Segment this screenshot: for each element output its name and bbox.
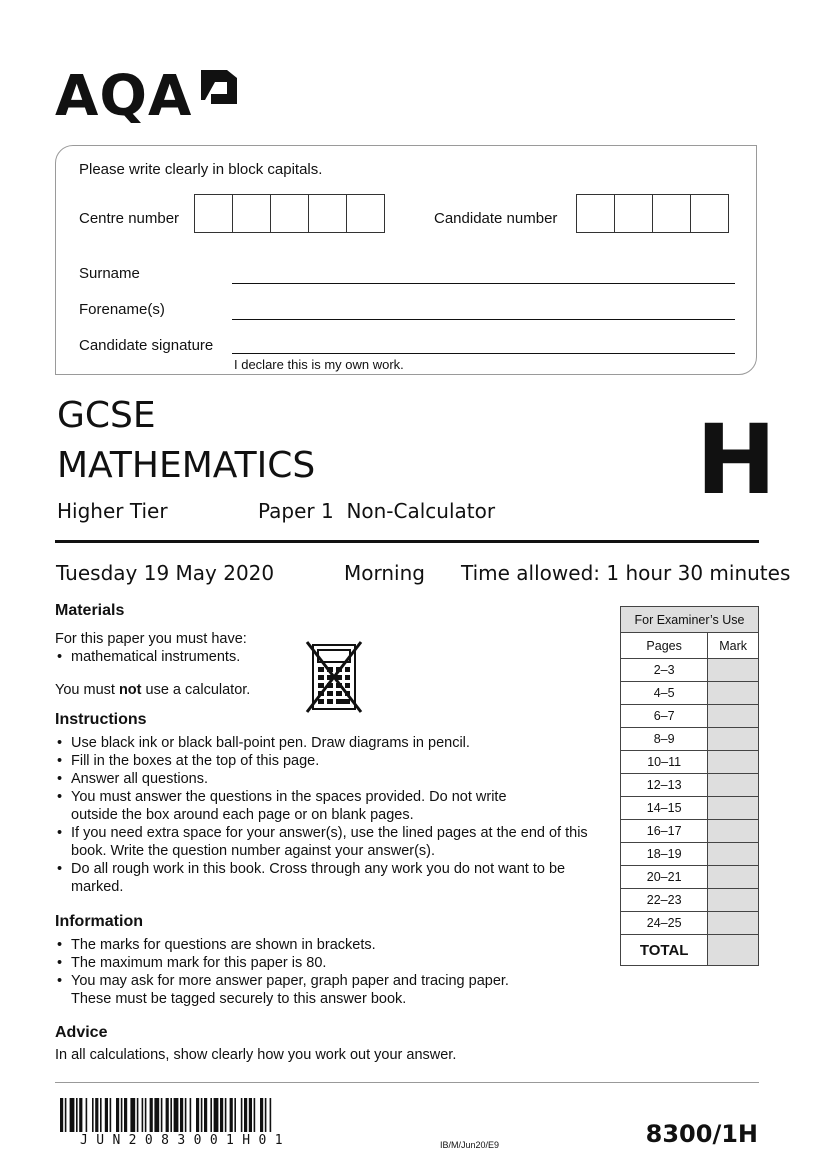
candidate-number-cell[interactable] bbox=[652, 194, 691, 233]
mark-column-header: Mark bbox=[708, 633, 759, 659]
advice-section bbox=[55, 1024, 600, 1064]
exam-date: Tuesday 19 May 2020 bbox=[56, 561, 275, 585]
centre-number-cell[interactable] bbox=[270, 194, 309, 233]
mark-cell bbox=[708, 912, 759, 935]
pages-cell: 12–13 bbox=[621, 774, 708, 797]
candidate-number-cell[interactable] bbox=[690, 194, 729, 233]
advice-heading: Advice bbox=[55, 1024, 108, 1041]
pages-cell: 4–5 bbox=[621, 682, 708, 705]
list-item: • You must answer the questions in the spaces provided. Do not write outside the box around each page or on blank pages. bbox=[55, 788, 600, 824]
centre-number-cell[interactable] bbox=[308, 194, 347, 233]
pages-column-header: Pages bbox=[621, 633, 708, 659]
table-row bbox=[621, 889, 759, 912]
instructions-section bbox=[55, 711, 600, 896]
materials-intro: For this paper you must have: bbox=[55, 631, 247, 647]
table-row bbox=[621, 820, 759, 843]
barcode-bar bbox=[124, 1098, 127, 1132]
barcode-bar bbox=[79, 1098, 82, 1132]
barcode-bar bbox=[201, 1098, 203, 1132]
mark-cell bbox=[708, 820, 759, 843]
barcode-bar bbox=[166, 1098, 169, 1132]
barcode-bar bbox=[105, 1098, 108, 1132]
mark-cell bbox=[708, 705, 759, 728]
paper-label: Paper 1 Non-Calculator bbox=[258, 499, 496, 523]
total-row bbox=[621, 935, 759, 966]
instructions-heading: Instructions bbox=[55, 711, 147, 728]
mark-cell bbox=[708, 797, 759, 820]
pages-cell: 6–7 bbox=[621, 705, 708, 728]
leaf-icon bbox=[197, 64, 241, 108]
materials-heading: Materials bbox=[55, 602, 125, 619]
instructions-list bbox=[55, 734, 600, 896]
mark-cell bbox=[708, 889, 759, 912]
mark-cell bbox=[708, 751, 759, 774]
advice-text: In all calculations, show clearly how you work out your answer. bbox=[55, 1047, 457, 1063]
candidate-details-box bbox=[55, 145, 757, 375]
examiner-table-title: For Examiner’s Use bbox=[621, 607, 759, 633]
list-item: • Do all rough work in this book. Cross through any work you do not want to be marked. bbox=[55, 860, 600, 896]
barcode-bar bbox=[220, 1098, 223, 1132]
pages-cell: 14–15 bbox=[621, 797, 708, 820]
barcode-bar bbox=[65, 1098, 67, 1132]
surname-field[interactable] bbox=[232, 283, 735, 284]
barcode-bar bbox=[100, 1098, 102, 1132]
calculator-rule: You must not use a calculator. bbox=[55, 682, 251, 698]
table-row bbox=[621, 682, 759, 705]
information-heading: Information bbox=[55, 913, 143, 930]
pages-cell: 18–19 bbox=[621, 843, 708, 866]
signature-field[interactable] bbox=[232, 353, 735, 354]
total-mark-cell bbox=[708, 935, 759, 966]
list-item: • The marks for questions are shown in brackets. bbox=[55, 936, 600, 954]
barcode-bar bbox=[214, 1098, 219, 1132]
no-calculator-icon bbox=[305, 640, 363, 714]
list-item: • You may ask for more answer paper, graph paper and tracing paper. These must be tagged securely to this answer book. bbox=[55, 972, 600, 1008]
barcode-bar bbox=[154, 1098, 159, 1132]
candidate-number-cell[interactable] bbox=[576, 194, 615, 233]
barcode-bar bbox=[230, 1098, 233, 1132]
exam-session: Morning bbox=[344, 561, 425, 585]
subject-title: MATHEMATICS bbox=[57, 445, 316, 486]
table-row bbox=[621, 774, 759, 797]
barcode-bar bbox=[270, 1098, 272, 1132]
table-row bbox=[621, 866, 759, 889]
table-row bbox=[621, 751, 759, 774]
barcode-bar bbox=[254, 1098, 256, 1132]
list-item: • Fill in the boxes at the top of this page. bbox=[55, 752, 600, 770]
pages-cell: 10–11 bbox=[621, 751, 708, 774]
declaration-text: I declare this is my own work. bbox=[234, 357, 404, 372]
forename-field[interactable] bbox=[232, 319, 735, 320]
barcode-bar bbox=[196, 1098, 199, 1132]
barcode-bar bbox=[116, 1098, 119, 1132]
candidate-number-cell[interactable] bbox=[614, 194, 653, 233]
table-row bbox=[621, 705, 759, 728]
barcode-bar bbox=[260, 1098, 263, 1132]
barcode-bar bbox=[225, 1098, 227, 1132]
barcode-bar bbox=[204, 1098, 207, 1132]
qualification-title: GCSE bbox=[57, 395, 156, 436]
barcode-bar bbox=[60, 1098, 63, 1132]
barcode-bar bbox=[174, 1098, 179, 1132]
barcode-image bbox=[60, 1098, 345, 1132]
candidate-number-label: Candidate number bbox=[434, 210, 558, 227]
barcode-bar bbox=[190, 1098, 192, 1132]
barcode-bar bbox=[95, 1098, 98, 1132]
mark-cell bbox=[708, 659, 759, 682]
materials-list bbox=[55, 648, 325, 666]
centre-number-cell[interactable] bbox=[346, 194, 385, 233]
information-list bbox=[55, 936, 600, 1008]
barcode-bar bbox=[137, 1098, 139, 1132]
barcode-bar bbox=[130, 1098, 135, 1132]
forename-label: Forename(s) bbox=[79, 301, 165, 318]
barcode-bar bbox=[145, 1098, 147, 1132]
centre-number-boxes[interactable] bbox=[194, 194, 384, 233]
paper-code: 8300/1H bbox=[645, 1120, 758, 1148]
list-item: • The maximum mark for this paper is 80. bbox=[55, 954, 600, 972]
list-item: • mathematical instruments. bbox=[55, 648, 325, 666]
signature-label: Candidate signature bbox=[79, 337, 214, 354]
table-row bbox=[621, 659, 759, 682]
mark-cell bbox=[708, 843, 759, 866]
centre-number-cell[interactable] bbox=[232, 194, 271, 233]
pages-cell: 16–17 bbox=[621, 820, 708, 843]
logo-text: AQA bbox=[55, 64, 193, 129]
barcode-bar bbox=[265, 1098, 267, 1132]
tier-letter: H bbox=[696, 404, 777, 516]
barcode-bar bbox=[210, 1098, 212, 1132]
total-label: TOTAL bbox=[621, 935, 708, 966]
barcode-bar bbox=[161, 1098, 163, 1132]
barcode-bar bbox=[244, 1098, 247, 1132]
candidate-number-boxes[interactable] bbox=[576, 194, 728, 233]
pages-cell: 24–25 bbox=[621, 912, 708, 935]
barcode-bar bbox=[110, 1098, 112, 1132]
pages-cell: 8–9 bbox=[621, 728, 708, 751]
barcode-bar bbox=[121, 1098, 123, 1132]
mark-cell bbox=[708, 682, 759, 705]
footer-divider bbox=[55, 1082, 759, 1083]
barcode-bar bbox=[170, 1098, 172, 1132]
barcode-bar bbox=[70, 1098, 75, 1132]
surname-label: Surname bbox=[79, 265, 140, 282]
barcode-bar bbox=[142, 1098, 144, 1132]
table-row bbox=[621, 797, 759, 820]
pages-cell: 20–21 bbox=[621, 866, 708, 889]
barcode-bar bbox=[86, 1098, 88, 1132]
mark-cell bbox=[708, 774, 759, 797]
materials-section bbox=[55, 602, 325, 699]
pages-cell: 22–23 bbox=[621, 889, 708, 912]
mark-cell bbox=[708, 728, 759, 751]
block-capitals-instruction: Please write clearly in block capitals. bbox=[79, 161, 323, 178]
title-divider bbox=[55, 540, 759, 543]
aqa-logo bbox=[55, 62, 245, 132]
list-item: • If you need extra space for your answer(s), use the lined pages at the end of this book. Write the question number against your answer(s). bbox=[55, 824, 600, 860]
list-item: • Use black ink or black ball-point pen. Draw diagrams in pencil. bbox=[55, 734, 600, 752]
tier-label: Higher Tier bbox=[57, 499, 168, 523]
table-row bbox=[621, 912, 759, 935]
pages-cell: 2–3 bbox=[621, 659, 708, 682]
information-section bbox=[55, 913, 600, 1008]
table-row bbox=[621, 728, 759, 751]
barcode-bar bbox=[92, 1098, 94, 1132]
table-row bbox=[621, 843, 759, 866]
centre-number-label: Centre number bbox=[79, 210, 180, 227]
centre-number-cell[interactable] bbox=[194, 194, 233, 233]
barcode-bar bbox=[185, 1098, 187, 1132]
barcode-text: JUN2083001H01 bbox=[80, 1133, 291, 1148]
barcode-bar bbox=[76, 1098, 78, 1132]
examiner-use-table bbox=[620, 606, 759, 966]
barcode-bar bbox=[150, 1098, 153, 1132]
time-allowed: Time allowed: 1 hour 30 minutes bbox=[461, 561, 791, 585]
barcode-bar bbox=[180, 1098, 183, 1132]
barcode-bar bbox=[249, 1098, 252, 1132]
barcode-bar bbox=[241, 1098, 243, 1132]
list-item: • Answer all questions. bbox=[55, 770, 600, 788]
mark-cell bbox=[708, 866, 759, 889]
barcode-bar bbox=[234, 1098, 236, 1132]
paper-reference: IB/M/Jun20/E9 bbox=[440, 1140, 500, 1150]
